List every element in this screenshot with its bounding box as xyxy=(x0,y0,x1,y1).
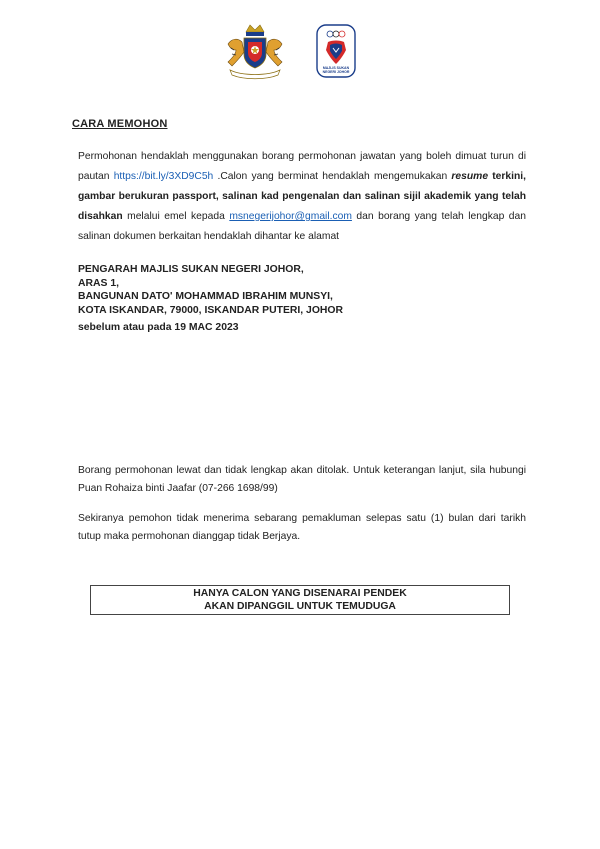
late-application-paragraph: Borang permohonan lewat dan tidak lengkap akan ditolak. Untuk keterangan lanjut, sila hubungi Puan Rohaiza binti Jaafar (07-266 1698/99) xyxy=(78,465,526,494)
contact-email-link[interactable]: msnegerijohor@gmail.com xyxy=(229,211,352,222)
address-line-3: BANGUNAN DATO' MOHAMMAD IBRAHIM MUNSYI, xyxy=(78,291,333,302)
para1-text-5: dan borang yang telah lengkap dan salinan dokumen berkaitan hendaklah dihantar ke alamat xyxy=(78,211,526,242)
notice-line-1: HANYA CALON YANG DISENARAI PENDEK xyxy=(193,588,407,599)
para1-text-2: .Calon yang berminat hendaklah mengemukakan xyxy=(213,171,452,182)
johor-state-crest-icon xyxy=(222,22,288,80)
majlis-sukan-logo-text: MAJLIS SUKAN NEGERI JOHOR xyxy=(322,66,350,74)
address-line-4: KOTA ISKANDAR, 79000, ISKANDAR PUTERI, JOHOR xyxy=(78,304,344,316)
header-logos xyxy=(0,22,600,82)
shortlist-notice-box xyxy=(90,585,510,615)
notice-line-2: AKAN DIPANGGIL UNTUK TEMUDUGA xyxy=(204,601,396,612)
address-line-1: PENGARAH MAJLIS SUKAN NEGERI JOHOR, xyxy=(78,264,304,275)
application-instructions-paragraph xyxy=(78,147,526,247)
para1-text-4: melalui emel kepada xyxy=(122,211,230,222)
address-line-2: ARAS 1, xyxy=(78,277,119,289)
application-form-link[interactable]: https://bit.ly/3XD9C5h xyxy=(113,171,214,182)
section-heading: CARA MEMOHON xyxy=(72,118,168,130)
para1-required-documents: terkini, gambar berukuran passport, salinan kad pengenalan dan salinan sijil akademik yang telah disahkan xyxy=(78,171,527,222)
no-notification-paragraph: Sekiranya pemohon tidak menerima sebarang pemakluman selepas satu (1) bulan dari tarikh tutup maka permohonan dianggap tidak Berjaya. xyxy=(78,513,526,542)
submission-deadline: sebelum atau pada 19 MAC 2023 xyxy=(78,322,239,333)
mailing-address xyxy=(78,263,343,317)
para1-text-1: Permohonan hendaklah menggunakan borang permohonan jawatan yang boleh dimuat turun di pautan xyxy=(78,151,526,182)
resume-term: resume xyxy=(451,171,489,182)
